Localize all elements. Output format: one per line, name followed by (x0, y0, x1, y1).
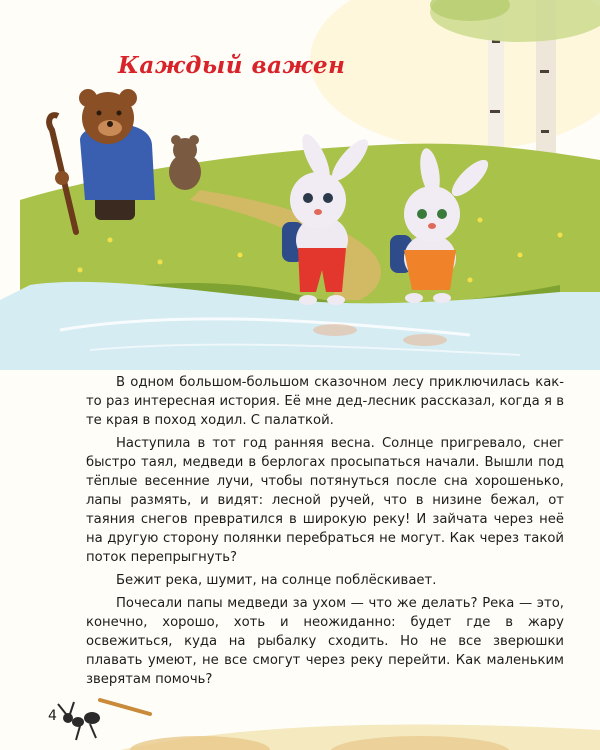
page-number: 4 (48, 708, 57, 724)
story-paragraph: Почесали папы медведи за ухом — что же делать? Река — это, конечно, хорошо, хоть и неожиданно: будет где в жару освежиться, куда на рыбалку сходить. Но не все зверюшки плавать умеют, не все смогут через реку перейти. Как маленьким зверятам помочь? (86, 596, 564, 687)
story-title: Каждый важен (118, 52, 346, 79)
corner-decoration (0, 660, 600, 750)
story-paragraph: Бежит река, шумит, на солнце поблёскивает. (116, 573, 437, 588)
story-text (86, 373, 564, 693)
story-paragraph: В одном большом-большом сказочном лесу приключилась как-то раз интересная история. Её мне дед-лесник рассказал, когда я в те края в поход ходил. С палаткой. (86, 375, 564, 428)
story-paragraph: Наступила в тот год ранняя весна. Солнце пригревало, снег быстро таял, медведи в берлогах просыпаться начали. Вышли под тёплые весенние лучи, чтобы потянуться после сна хорошенько, лапы размять, и видят: лесной ручей, что в низине бежал, от таяния снегов превратился в широкую реку! И зайчата через неё на другую сторону полянки перебраться не могут. Как через такой поток перепрыгнуть? (86, 436, 564, 565)
ant-icon (58, 700, 150, 740)
bear-cub-character (169, 135, 201, 190)
